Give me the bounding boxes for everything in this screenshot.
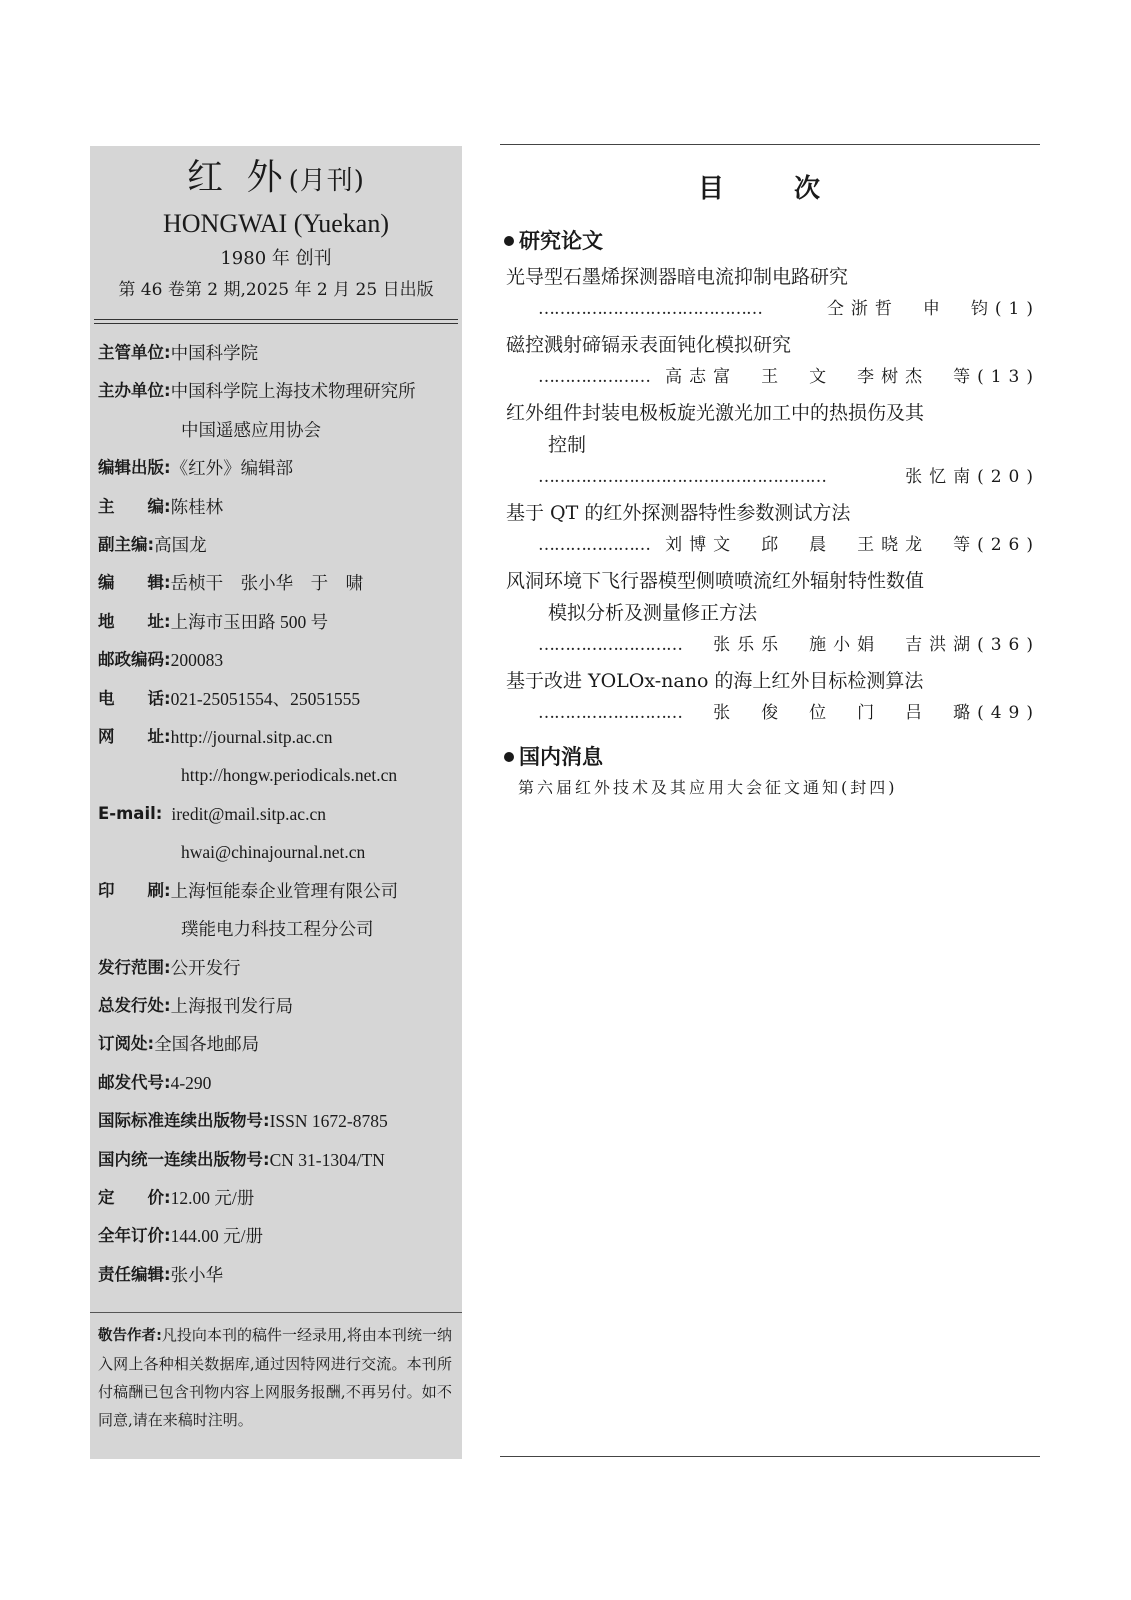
article-title[interactable]: 基于改进 YOLOx-nano 的海上红外目标检测算法 — [506, 670, 924, 692]
article-meta — [500, 697, 1040, 729]
article-authors: 张忆南(20) — [905, 467, 1040, 487]
info-row: 全年订价: 144.00 元/册 — [98, 1226, 263, 1247]
bullet-icon — [504, 236, 514, 246]
journal-info-panel — [90, 146, 462, 1459]
notice-text: 凡投向本刊的稿件一经录用,将由本刊统一纳入网上各种相关数据库,通过因特网进行交流。本刊所付稿酬已包含刊物内容上网服务报酬,不再另付。如不同意,请在来稿时注明。 — [98, 1326, 452, 1430]
article-title[interactable]: 风洞环境下飞行器模型侧喷喷流红外辐射特性数值 模拟分析及测量修正方法 — [506, 570, 925, 624]
article-authors: 张乐乐 施小娟 吉洪湖(36) — [713, 635, 1040, 655]
article-title[interactable]: 基于 QT 的红外探测器特性参数测试方法 — [506, 502, 851, 524]
info-row: 责任编辑: 张小华 — [98, 1264, 224, 1285]
info-row: 中国遥感应用协会 — [181, 419, 321, 440]
info-row: 网 址: http://journal.sitp.ac.cn — [98, 718, 462, 756]
info-row: 国际标准连续出版物号: ISSN 1672-8785 — [98, 1111, 388, 1132]
article-authors: 张 俊 位 门 吕 璐(49) — [713, 703, 1040, 723]
dot-leader: …………………………………… — [538, 299, 762, 319]
issue-info: 第 46 卷第 2 期,2025 年 2 月 25 日出版 — [118, 280, 434, 300]
article-meta — [500, 293, 1040, 325]
article-title[interactable]: 红外组件封装电极板旋光激光加工中的热损伤及其 控制 — [506, 402, 925, 456]
article-title[interactable]: 磁控溅射碲镉汞表面钝化模拟研究 — [506, 334, 792, 356]
publication-info-list — [90, 324, 462, 1294]
info-row: 国内统一连续出版物号: CN 31-1304/TN — [98, 1149, 385, 1170]
info-row: 编辑出版: 《红外》编辑部 — [98, 458, 294, 479]
info-row: 发行范围: 公开发行 — [98, 957, 241, 978]
dot-leader: ………………… — [538, 367, 650, 387]
section-heading-news: 国内消息 — [500, 741, 1040, 773]
info-row: 邮发代号: 4-290 — [98, 1072, 212, 1093]
bottom-divider — [500, 1456, 1040, 1457]
website-link[interactable]: http://hongw.periodicals.net.cn — [181, 765, 398, 786]
toc-entry[interactable] — [500, 665, 1040, 729]
article-meta — [500, 529, 1040, 561]
info-row: 邮政编码: 200083 — [98, 650, 224, 671]
info-row: 主管单位: 中国科学院 — [98, 343, 259, 363]
article-meta — [500, 629, 1040, 661]
bullet-icon — [504, 752, 514, 762]
info-row: 总发行处: 上海报刊发行局 — [98, 995, 294, 1016]
info-row: 定 价: 12.00 元/册 — [98, 1187, 255, 1208]
email-link[interactable]: iredit@mail.sitp.ac.cn — [171, 803, 326, 824]
page-number: (20) — [977, 467, 1040, 487]
info-row: 璞能电力科技工程分公司 — [181, 919, 374, 940]
journal-english-title: HONGWAI (Yuekan) — [163, 209, 389, 238]
info-row — [98, 756, 462, 794]
page-number: (26) — [977, 535, 1040, 555]
toc-entry[interactable] — [500, 329, 1040, 393]
journal-subtitle: (月刊) — [288, 166, 365, 196]
masthead — [90, 146, 462, 305]
info-row: 主 编: 陈桂林 — [98, 496, 224, 517]
article-title[interactable]: 光导型石墨烯探测器暗电流抑制电路研究 — [506, 266, 849, 288]
toc-entry[interactable] — [500, 497, 1040, 561]
toc-heading: 目 次 — [697, 174, 842, 204]
section-heading-research: 研究论文 — [500, 225, 1040, 257]
info-row: 副主编: 高国龙 — [98, 535, 207, 556]
news-item[interactable]: 第六届红外技术及其应用大会征文通知(封四) — [518, 778, 898, 797]
dot-leader: ……………………… — [538, 635, 682, 655]
info-row: E-mail: iredit@mail.sitp.ac.cn — [98, 795, 462, 833]
info-row: 编 辑: 岳桢干 张小华 于 啸 — [98, 573, 364, 594]
top-divider — [500, 144, 1040, 145]
table-of-contents — [500, 144, 1040, 803]
info-row — [98, 833, 462, 871]
article-meta — [500, 461, 1040, 493]
page-number: (49) — [977, 703, 1040, 723]
email-link[interactable]: hwai@chinajournal.net.cn — [181, 842, 366, 863]
info-row: 订阅处: 全国各地邮局 — [98, 1034, 260, 1055]
article-authors: 高志富 王 文 李树杰 等(13) — [665, 367, 1040, 387]
founded-year: 1980 年 创刊 — [220, 248, 332, 269]
info-row: 地 址: 上海市玉田路 500 号 — [98, 611, 329, 632]
website-link[interactable]: http://journal.sitp.ac.cn — [170, 727, 333, 748]
toc-entry[interactable] — [500, 261, 1040, 325]
toc-entry[interactable] — [500, 397, 1040, 493]
toc-entry[interactable] — [500, 565, 1040, 661]
info-row: 主办单位: 中国科学院上海技术物理研究所 — [98, 381, 416, 402]
author-notice — [90, 1313, 462, 1434]
journal-title — [90, 154, 462, 205]
article-authors: 刘博文 邱 晨 王晓龙 等(26) — [665, 535, 1040, 555]
page-number: (13) — [977, 367, 1040, 387]
journal-title-text: 红 外 — [187, 157, 289, 198]
dot-leader: ……………………… — [538, 703, 682, 723]
page-number: (1) — [994, 299, 1040, 319]
article-authors: 仝浙哲 申 钧(1) — [826, 299, 1040, 319]
dot-leader: ………………… — [538, 535, 650, 555]
dot-leader: ……………………………………………… — [538, 467, 826, 487]
notice-label: 敬告作者: — [98, 1328, 162, 1345]
info-row: 印 刷: 上海恒能泰企业管理有限公司 — [98, 880, 399, 901]
article-meta — [500, 361, 1040, 393]
info-row: 电 话: 021-25051554、25051555 — [98, 688, 361, 709]
page-number: (36) — [977, 635, 1040, 655]
